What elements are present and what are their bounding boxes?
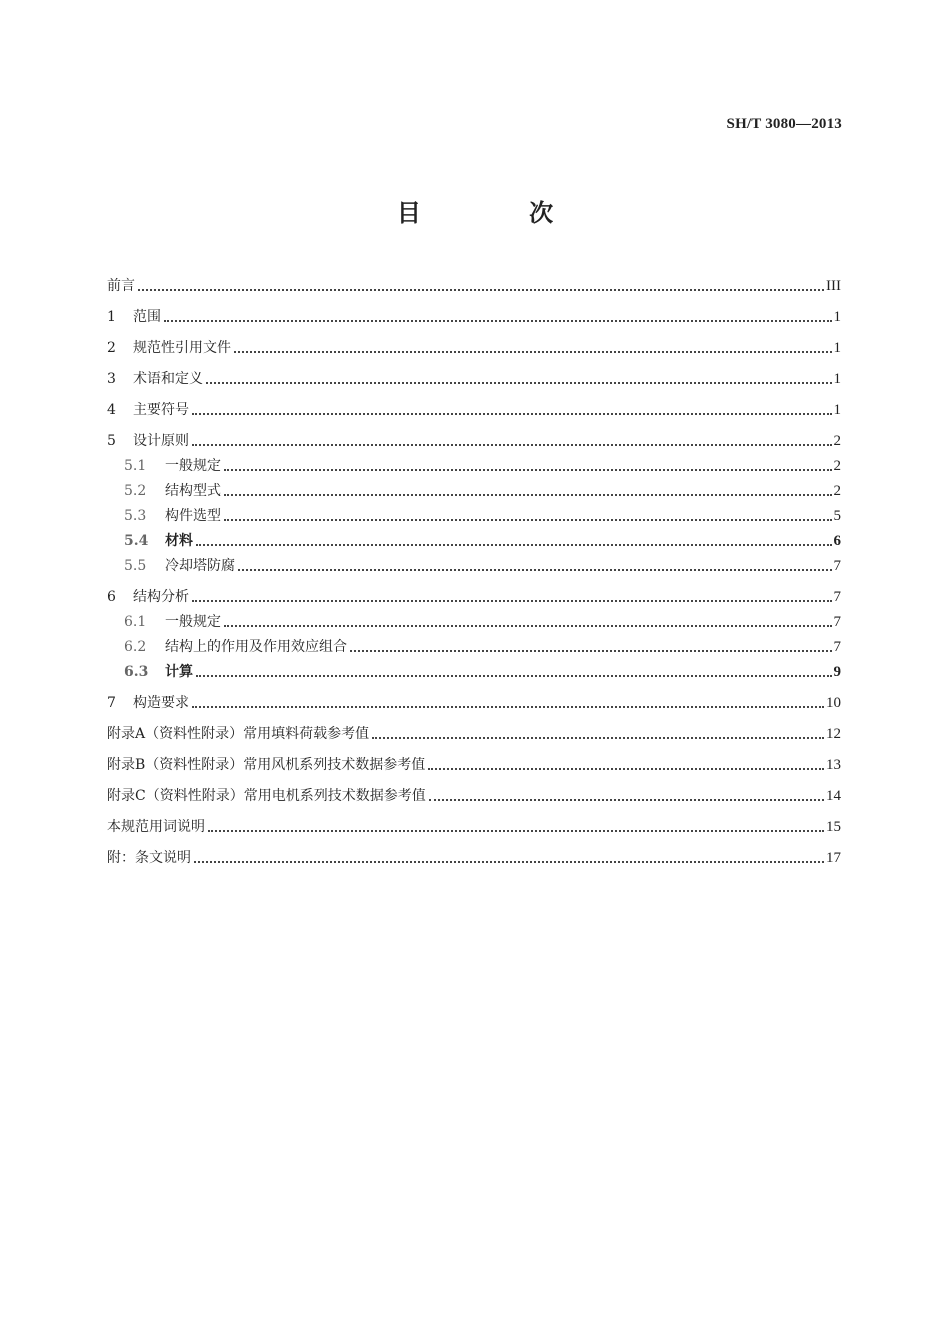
toc-entry[interactable] — [107, 713, 841, 744]
dot-leader — [224, 518, 832, 521]
toc-entry-label: 附录C（资料性附录）常用电机系列技术数据参考值 — [107, 788, 426, 804]
toc-entry-label: 材料 — [165, 533, 193, 549]
toc-entry-page: 2 — [833, 433, 841, 449]
dot-leader — [372, 736, 824, 739]
dot-leader — [164, 319, 832, 322]
toc-entry[interactable] — [107, 632, 841, 657]
toc-entry[interactable] — [107, 744, 841, 775]
dot-leader — [224, 624, 832, 627]
toc-entry[interactable] — [107, 501, 841, 526]
toc-entry-label: 主要符号 — [133, 402, 189, 418]
toc-entry-page: 12 — [826, 726, 841, 742]
toc-entry-page: 5 — [833, 508, 841, 524]
toc-entry-number: 5.5 — [124, 558, 147, 574]
dot-leader — [192, 412, 832, 415]
dot-leader — [238, 568, 832, 571]
toc-entry-page: 1 — [833, 371, 841, 387]
toc-entry-label: 一般规定 — [165, 614, 221, 630]
dot-leader — [138, 288, 824, 291]
toc-entry-page: 9 — [833, 664, 841, 680]
toc-entry-label: 前言 — [107, 278, 135, 294]
dot-leader — [429, 798, 824, 801]
toc-entry-page: 7 — [833, 589, 841, 605]
toc-entry-number: 6.1 — [124, 614, 147, 630]
toc-entry-page: 1 — [833, 309, 841, 325]
toc-entry-number: 6.2 — [124, 639, 147, 655]
toc-entry[interactable] — [107, 327, 841, 358]
toc-entry-number: 5.1 — [124, 458, 147, 474]
toc-entry[interactable] — [107, 551, 841, 576]
toc-entry-number: 7 — [107, 695, 116, 711]
toc-entry-label: 构件选型 — [165, 508, 221, 524]
toc-entry-label: 结构型式 — [165, 483, 221, 499]
toc-entry-label: 范围 — [133, 309, 161, 325]
dot-leader — [350, 649, 832, 652]
toc-entry-label: 设计原则 — [133, 433, 189, 449]
toc-entry-page: 2 — [833, 483, 841, 499]
toc-entry-page: 1 — [833, 340, 841, 356]
toc-entry-label: 一般规定 — [165, 458, 221, 474]
toc-entry[interactable] — [107, 775, 841, 806]
toc-entry[interactable] — [107, 420, 841, 451]
table-of-contents — [107, 265, 841, 868]
toc-entry-label: 结构上的作用及作用效应组合 — [165, 639, 347, 655]
dot-leader — [224, 493, 832, 496]
toc-entry-number: 6 — [107, 589, 116, 605]
toc-entry-page: 13 — [826, 757, 841, 773]
dot-leader — [194, 860, 824, 863]
toc-entry[interactable] — [107, 265, 841, 296]
toc-entry-page: 2 — [833, 458, 841, 474]
dot-leader — [192, 705, 824, 708]
toc-entry-number: 3 — [107, 371, 116, 387]
toc-entry-page: 10 — [826, 695, 841, 711]
toc-entry[interactable] — [107, 476, 841, 501]
toc-entry-label: 附录B（资料性附录）常用风机系列技术数据参考值 — [107, 757, 426, 773]
toc-entry-number: 5 — [107, 433, 116, 449]
dot-leader — [234, 350, 832, 353]
toc-entry-number: 4 — [107, 402, 116, 418]
toc-entry[interactable] — [107, 806, 841, 837]
toc-entry-label: 规范性引用文件 — [133, 340, 231, 356]
toc-entry-number: 1 — [107, 309, 116, 325]
toc-entry-page: 15 — [826, 819, 841, 835]
toc-entry-page: III — [826, 278, 841, 294]
dot-leader — [428, 767, 824, 770]
toc-entry-number: 5.2 — [124, 483, 147, 499]
toc-entry-page: 7 — [833, 639, 841, 655]
toc-entry[interactable] — [107, 837, 841, 868]
toc-entry-number: 5.4 — [124, 533, 149, 549]
toc-entry[interactable] — [107, 657, 841, 682]
toc-entry-label: 术语和定义 — [133, 371, 203, 387]
toc-entry-number: 2 — [107, 340, 116, 356]
toc-entry[interactable] — [107, 296, 841, 327]
toc-entry[interactable] — [107, 451, 841, 476]
dot-leader — [196, 674, 832, 677]
toc-entry-page: 17 — [826, 850, 841, 866]
toc-entry[interactable] — [107, 389, 841, 420]
toc-entry-number: 5.3 — [124, 508, 147, 524]
toc-entry-number: 6.3 — [124, 664, 149, 680]
toc-entry-label: 计算 — [165, 664, 193, 680]
toc-entry[interactable] — [107, 526, 841, 551]
toc-entry-label: 附录A（资料性附录）常用填料荷载参考值 — [107, 726, 370, 742]
toc-entry-page: 7 — [833, 558, 841, 574]
dot-leader — [206, 381, 832, 384]
toc-entry[interactable] — [107, 682, 841, 713]
toc-entry-label: 附：条文说明 — [107, 850, 191, 866]
toc-entry-page: 1 — [833, 402, 841, 418]
dot-leader — [192, 443, 832, 446]
toc-entry[interactable] — [107, 576, 841, 607]
page-title: 目 次 — [396, 198, 604, 227]
standard-code: SH/T 3080—2013 — [726, 116, 842, 132]
dot-leader — [196, 543, 832, 546]
dot-leader — [192, 599, 832, 602]
toc-entry[interactable] — [107, 607, 841, 632]
toc-entry-label: 冷却塔防腐 — [165, 558, 235, 574]
dot-leader — [224, 468, 832, 471]
toc-entry[interactable] — [107, 358, 841, 389]
toc-entry-page: 7 — [833, 614, 841, 630]
dot-leader — [208, 829, 824, 832]
toc-entry-page: 6 — [833, 533, 841, 549]
toc-entry-label: 本规范用词说明 — [107, 819, 205, 835]
toc-entry-label: 结构分析 — [133, 589, 189, 605]
toc-entry-page: 14 — [826, 788, 841, 804]
toc-entry-label: 构造要求 — [133, 695, 189, 711]
